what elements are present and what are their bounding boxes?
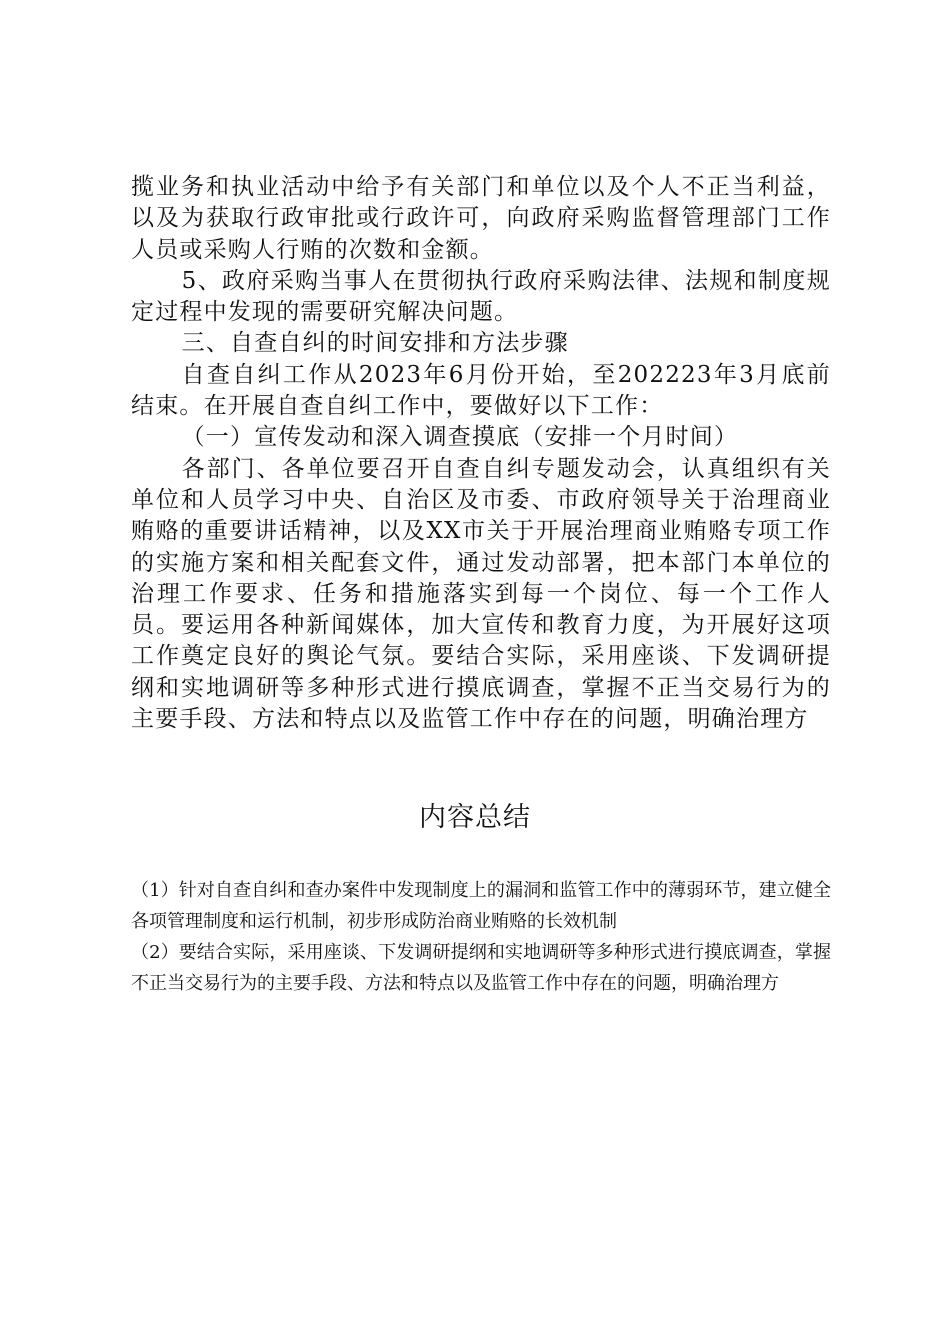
paragraph-continuation: 揽业务和执业活动中给予有关部门和单位以及个人不正当利益，以及为获取行政审批或行政许可，向政府采购监督管理部门工作人员或采购人行贿的次数和金额。 [131,174,831,263]
paragraph-mobilization: 各部门、各单位要召开自查自纠专题发动会，认真组织有关单位和人员学习中央、自治区及市委、市政府领导关于治理商业贿赂的重要讲话精神，以及XX市关于开展治理商业贿赂专项工作的实施方案和相关配套文件，通过发动部署，把本部门本单位的治理工作要求、任务和措施落实到每一个岗位、每一个工作人员。要运用各种新闻媒体，加大宣传和教育力度，为开展好这项工作奠定良好的舆论气氛。要结合实际，采用座谈、下发调研提纲和实地调研等多种形式进行摸底调查，掌握不正当交易行为的主要手段、方法和特点以及监管工作中存在的问题，明确治理方 [131,455,831,733]
paragraph-schedule: 自查自纠工作从2023年6月份开始，至202223年3月底前结束。在开展自查自纠工作中，要做好以下工作： [131,361,831,420]
summary-title: 内容总结 [419,802,531,833]
summary-item-2: （2）要结合实际，采用座谈、下发调研提纲和实地调研等多种形式进行摸底调查，掌握不正当交易行为的主要手段、方法和特点以及监管工作中存在的问题，明确治理方 [131,942,831,994]
paragraph-item-5: 5、政府采购当事人在贯彻执行政府采购法律、法规和制度规定过程中发现的需要研究解决问题。 [131,267,831,326]
document-body [131,172,831,735]
subsection-heading-1: （一）宣传发动和深入调查摸底（安排一个月时间） [181,424,739,451]
summary-section [131,875,831,999]
section-heading-3: 三、自查自纠的时间安排和方法步骤 [181,330,569,357]
summary-item-1: （1）针对自查自纠和查办案件中发现制度上的漏洞和监管工作中的薄弱环节，建立健全各项管理制度和运行机制，初步形成防治商业贿赂的长效机制 [131,880,831,932]
